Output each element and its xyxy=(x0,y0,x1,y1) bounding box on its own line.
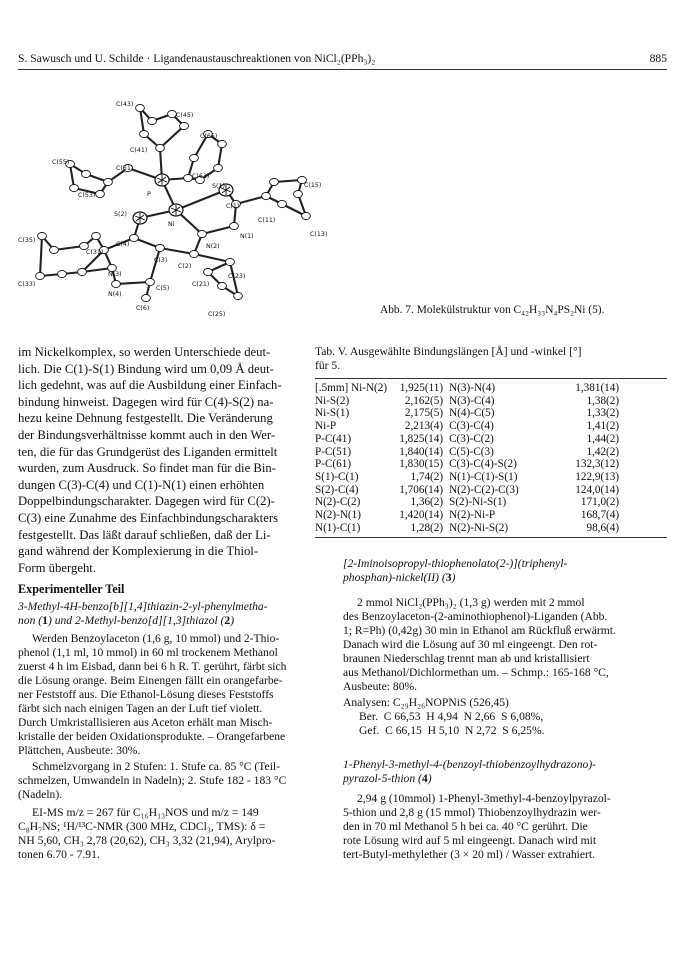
atom-label: C(6) xyxy=(136,305,150,312)
text-line: [2-Iminoisopropyl-thiophenolato(2-)](triphenyl- xyxy=(343,557,568,570)
atom-ellipsoid xyxy=(214,164,223,171)
bond-value-cell: 1,830(15) xyxy=(399,458,444,471)
table-row xyxy=(315,458,623,471)
text-line: (Nadeln). xyxy=(18,788,63,801)
bond-table xyxy=(315,382,623,534)
bond-line xyxy=(202,226,234,234)
bond-label-cell: N(1)-C(1) xyxy=(315,521,361,534)
bond-value-cell: 1,706(14) xyxy=(399,483,444,496)
atom-label: C(45) xyxy=(176,112,194,119)
bond-value-cell: 1,381(14) xyxy=(575,382,620,394)
text-line: tert-Butyl-methylether (3 × 20 ml) / Wasser extrahiert. xyxy=(343,848,596,861)
text-line: 2,94 g (10mmol) 1-Phenyl-3methyl-4-benzoylpyrazol- xyxy=(357,792,611,805)
bond-label-cell: N(2)-Ni-S(2) xyxy=(449,521,509,534)
bond-label-cell: N(2)-C(2)-C(3) xyxy=(449,483,519,496)
atom-label: P xyxy=(147,191,151,198)
atom-ellipsoid xyxy=(112,280,121,287)
text-line: pyrazol-5-thion (4) xyxy=(343,772,432,785)
atom-label: N(1) xyxy=(240,233,254,240)
table-bottom-rule xyxy=(315,537,667,538)
atom-ellipsoid xyxy=(36,272,45,279)
atom-ellipsoid xyxy=(148,117,157,124)
atom-ellipsoid xyxy=(198,230,207,237)
molecular-structure-figure xyxy=(12,86,357,331)
table-row xyxy=(315,484,623,497)
bond-label-cell: P-C(61) xyxy=(315,458,352,471)
table-row xyxy=(315,496,623,509)
bond-label-cell: N(2)-Ni-P xyxy=(449,509,496,522)
bond-line xyxy=(194,254,230,262)
text-line: Form übergeht. xyxy=(18,560,96,575)
bond-label-cell: N(4)-C(5) xyxy=(449,407,495,420)
atom-label: C(1) xyxy=(226,203,240,210)
bond-line xyxy=(116,282,150,284)
bond-value-cell: 1,925(11) xyxy=(399,382,444,394)
atom-ellipsoid xyxy=(142,294,151,301)
bond-value-cell: 122,9(13) xyxy=(575,470,620,483)
atom-ellipsoid xyxy=(278,200,287,207)
text-line: die Lösung orange. Beim Einengen fällt ein orangefarbe- xyxy=(18,674,283,687)
text-line: festgestellt. Das läßt darauf schließen, daß der Li- xyxy=(18,527,271,542)
atom-label: C(21) xyxy=(192,281,210,288)
section-title: Experimenteller Teil xyxy=(18,582,125,596)
bond-label-cell: C(3)-C(4) xyxy=(449,420,494,433)
table-row xyxy=(315,433,623,446)
melting-paragraph xyxy=(18,760,341,802)
atom-ellipsoid xyxy=(156,144,165,151)
atom-ellipsoid xyxy=(270,178,279,185)
atom-label: Ni xyxy=(168,221,175,228)
atom-label: S(1) xyxy=(212,183,225,190)
atom-ellipsoid xyxy=(140,130,149,137)
atom-ellipsoid xyxy=(218,140,227,147)
bond-label-cell: S(1)-C(1) xyxy=(315,470,359,483)
bond-line xyxy=(176,190,226,210)
text-line: C(3) eine Zunahme des Einfachbindungscharakters xyxy=(18,510,279,525)
running-title: S. Sawusch und U. Schilde · Ligandenaustauschreaktionen von NiCl₂(PPh₃)₂ xyxy=(18,52,376,65)
atom-label: S(2) xyxy=(114,211,127,218)
atom-label: N(2) xyxy=(206,243,220,250)
text-line: C₈H₇NS; ¹H/¹³C-NMR (300 MHz, CDCl₃, TMS): δ = xyxy=(18,820,266,833)
text-line: 5-thion und 2,8 g (15 mmol) Thiobenzoylhydrazin wer- xyxy=(343,806,601,819)
atom-label: N(4) xyxy=(108,291,122,298)
spectra-paragraph xyxy=(18,806,341,862)
text-line: kristalle der beiden Oxidationsprodukte. – Orangefarbene xyxy=(18,730,286,743)
atom-ellipsoid xyxy=(156,244,165,251)
atom-ellipsoid xyxy=(58,270,67,277)
text-line: Plättchen, Ausbeute: 30%. xyxy=(18,744,141,757)
atom-label: C(13) xyxy=(310,231,328,238)
bond-label-cell: Ni-S(1) xyxy=(315,407,350,420)
bond-label-cell: P-C(51) xyxy=(315,445,352,458)
text-line: Tab. V. Ausgewählte Bindungslängen [Å] und -winkel [°] xyxy=(315,345,582,358)
compound-3-paragraph xyxy=(343,596,667,694)
bond-value-cell: 1,840(14) xyxy=(399,445,444,458)
atom-ellipsoid xyxy=(190,250,199,257)
atom-label: N(3) xyxy=(108,271,122,278)
text-line: phenol (1,1 ml, 10 mmol) in 60 ml trockenem Methanol xyxy=(18,646,278,659)
text-line: für 5. xyxy=(315,359,341,372)
text-line: des Benzoylaceton-(2-aminothiophenol)-Liganden (Abb. xyxy=(343,610,608,623)
bond-line xyxy=(40,236,42,276)
table-row xyxy=(315,446,623,459)
bond-label-cell: C(3)-C(2) xyxy=(449,432,494,445)
figure-caption: Abb. 7. Molekülstruktur von C₄₂H₃₃N₄PS₂Ni (5). xyxy=(380,304,605,316)
header-rule xyxy=(18,69,667,70)
compound-4-paragraph xyxy=(343,792,667,862)
text-line: dungen C(3)-C(4) und C(1)-N(1) einen erhöhten xyxy=(18,477,265,492)
atom-ellipsoid xyxy=(78,268,87,275)
bond-value-cell: 1,74(2) xyxy=(410,470,444,483)
atom-ellipsoid xyxy=(50,246,59,253)
bond-label-cell: Ni-S(2) xyxy=(315,394,350,407)
bond-value-cell: 1,44(2) xyxy=(586,432,620,445)
bond-label-cell: N(3)-N(4) xyxy=(449,382,496,394)
table-row xyxy=(315,420,623,433)
text-line: lich gedehnt, was auf die Ausbildung einer Einfach- xyxy=(18,378,282,393)
atom-ellipsoid xyxy=(136,104,145,111)
atom-ellipsoid xyxy=(130,234,139,241)
bond-value-cell: 2,162(5) xyxy=(404,394,444,407)
table-row xyxy=(315,471,623,484)
text-line: zuerst 4 h im Eisbad, dann bei 6 h R. T. gerührt, färbt sich xyxy=(18,660,287,673)
atom-label: C(51) xyxy=(116,165,134,172)
text-line: Danach wird die Lösung auf 30 ml eingeengt. Den rot- xyxy=(343,638,598,651)
atom-label: C(15) xyxy=(304,182,322,189)
atom-ellipsoid xyxy=(92,232,101,239)
bond-value-cell: 1,42(2) xyxy=(586,445,620,458)
text-line: wurden, zum Ausdruck. So findet man für die Bin- xyxy=(18,461,276,476)
bond-line xyxy=(160,126,184,148)
table-top-rule xyxy=(315,378,667,379)
atom-ellipsoid xyxy=(234,292,243,299)
atom-label: C(65) xyxy=(200,133,218,140)
atom-ellipsoid xyxy=(226,258,235,265)
bond-label-cell: Ni-P xyxy=(315,420,337,433)
bond-label-cell: N(2)-N(1) xyxy=(315,509,361,522)
atom-label: C(4) xyxy=(116,241,130,248)
atom-ellipsoid xyxy=(104,178,113,185)
atom-ellipsoid xyxy=(96,190,105,197)
bond-value-cell: 132,3(12) xyxy=(575,458,620,471)
intro-paragraph xyxy=(18,344,341,576)
bond-label-cell: C(3)-C(4)-S(2) xyxy=(449,458,517,471)
atom-ellipsoid xyxy=(70,184,79,191)
analysis-found: Gef. C 66,15 H 5,10 N 2,72 S 6,25%. xyxy=(359,724,545,737)
bond-label-cell: P-C(41) xyxy=(315,432,352,445)
text-line: rote Lösung wird auf 5 ml eingeengt. Danach wird mit xyxy=(343,834,597,847)
analysis-calculated: Ber. C 66,53 H 4,94 N 2,66 S 6,08%, xyxy=(359,710,544,723)
text-line: 3-Methyl-4H-benzo[b][1,4]thiazin-2-yl-phenylmetha- xyxy=(18,600,268,613)
bond-label-cell: N(2)-C(2) xyxy=(315,496,361,509)
ortep-drawing xyxy=(12,86,357,331)
synthesis-paragraph xyxy=(18,632,341,758)
table-row xyxy=(315,382,623,395)
atom-label: C(3) xyxy=(154,257,168,264)
bond-label-cell: N(1)-C(1)-S(1) xyxy=(449,470,518,483)
compound-3-title xyxy=(343,557,667,585)
text-line: braunen Niederschlag trennt man ab und kristallisiert xyxy=(343,652,590,665)
text-line: bindung hinweist. Dagegen wird für C(4)-S(2) na- xyxy=(18,394,274,409)
running-header xyxy=(18,52,667,66)
text-line: Durch Umkristallisieren aus Aceton erhält man Misch- xyxy=(18,716,273,729)
table-row xyxy=(315,509,623,522)
bond-line xyxy=(150,248,160,282)
atom-label: C(33) xyxy=(18,281,36,288)
bond-value-cell: 2,175(5) xyxy=(404,407,444,420)
atom-ellipsoid xyxy=(180,122,189,129)
text-line: hezu keine Dehnung festgestellt. Die Veränderung xyxy=(18,411,273,426)
bond-value-cell: 168,7(4) xyxy=(580,509,620,522)
bond-value-cell: 1,825(14) xyxy=(399,432,444,445)
bond-value-cell: 124,0(14) xyxy=(575,483,620,496)
table-row xyxy=(315,395,623,408)
text-line: tonen 6.70 - 7.91. xyxy=(18,848,100,861)
text-line: Ausbeute: 80%. xyxy=(343,680,418,693)
atom-label: C(63) xyxy=(192,173,210,180)
atom-ellipsoid xyxy=(204,268,213,275)
text-line: EI-MS m/z = 267 für C₁₆H₁₃NOS und m/z = 149 xyxy=(32,806,259,819)
atom-label: C(43) xyxy=(116,101,134,108)
text-line: 1; R=Ph) (0,42g) 30 min in Ethanol am Rückfluß erwärmt. xyxy=(343,624,616,637)
compound-1-2-title xyxy=(18,600,341,628)
text-line: der Bindungsverhältnisse kommt auch in den Wer- xyxy=(18,427,276,442)
bond-value-cell: 1,38(2) xyxy=(586,394,620,407)
bond-value-cell: 1,36(2) xyxy=(410,496,444,509)
text-line: aus Methanol/Dichlormethan um. – Schmp.: 165-168 °C, xyxy=(343,666,609,679)
table-title xyxy=(315,345,670,373)
bond-line xyxy=(160,248,194,254)
atom-ellipsoid xyxy=(294,190,303,197)
text-line: phosphan)-nickel(II) (3) xyxy=(343,571,456,584)
atom-label: C(11) xyxy=(258,217,276,224)
bond-value-cell: 171,0(2) xyxy=(580,496,620,509)
atom-ellipsoid xyxy=(302,212,311,219)
bond-value-cell: 1,33(2) xyxy=(586,407,620,420)
bond-value-cell: 2,213(4) xyxy=(404,420,444,433)
bond-value-cell: 1,41(2) xyxy=(586,420,620,433)
text-line: Schmelzvorgang in 2 Stufen: 1. Stufe ca. 85 °C (Teil- xyxy=(32,760,280,773)
analysis-formula: Analysen: C₂₉H₂₆NOPNiS (526,45) xyxy=(343,696,509,709)
bond-label-cell: S(2)-Ni-S(1) xyxy=(449,496,507,509)
text-line: ner Feststoff aus. Die Ethanol-Lösung dieses Feststoffs xyxy=(18,688,274,701)
bond-label-cell: S(2)-C(4) xyxy=(315,483,359,496)
compound-4-title xyxy=(343,758,667,786)
text-line: im Nickelkomplex, so werden Unterschiede deut- xyxy=(18,345,271,359)
text-line: den in 70 ml Methanol 5 h bei ca. 40 °C gerührt. Die xyxy=(343,820,588,833)
atom-label: C(55) xyxy=(52,159,70,166)
text-line: lich. Die C(1)-S(1) Bindung wird um 0,09 Å deut- xyxy=(18,361,274,376)
bond-label-cell: [.5mm] Ni-N(2) xyxy=(315,382,388,394)
bond-value-cell: 1,420(14) xyxy=(399,509,444,522)
atom-label: C(5) xyxy=(156,285,170,292)
atom-label: C(41) xyxy=(130,147,148,154)
bond-label-cell: C(5)-C(3) xyxy=(449,445,494,458)
text-line: färbt sich nach einigen Tagen an der Luft tief violett. xyxy=(18,702,263,715)
atom-label: C(23) xyxy=(228,273,246,280)
bond-value-cell: 98,6(4) xyxy=(586,521,620,534)
page-number: 885 xyxy=(649,52,667,65)
text-line: Doppelbindungscharakter. Dagegen wird für C(2)- xyxy=(18,494,275,509)
atom-ellipsoid xyxy=(230,222,239,229)
bond-value-cell: 1,28(2) xyxy=(410,521,444,534)
atom-label: C(35) xyxy=(18,237,36,244)
text-line: 1-Phenyl-3-methyl-4-(benzoyl-thiobenzoylhydrazono)- xyxy=(343,758,597,771)
atom-label: C(25) xyxy=(208,311,226,318)
atom-ellipsoid xyxy=(146,278,155,285)
atom-ellipsoid xyxy=(190,154,199,161)
atom-ellipsoid xyxy=(38,232,47,239)
atom-ellipsoid xyxy=(262,192,271,199)
atom-label: C(53) xyxy=(78,192,96,199)
table-row xyxy=(315,407,623,420)
table-row xyxy=(315,522,623,535)
atom-label: C(2) xyxy=(178,263,192,270)
atom-ellipsoid xyxy=(218,282,227,289)
atom-label: C(31) xyxy=(86,249,104,256)
text-line: gand während der Komplexierung in die Thiol- xyxy=(18,544,259,559)
text-line: 2 mmol NiCl₂(PPh₃)₂ (1,3 g) werden mit 2 mmol xyxy=(357,596,585,609)
elemental-analysis xyxy=(343,696,667,738)
text-line: non (1) und 2-Methyl-benzo[d][1,3]thiazol (2) xyxy=(18,614,235,627)
text-line: ten, die für das Grundgerüst des Liganden ermittelt xyxy=(18,444,278,459)
text-line: schmelzen, Umwandeln in Nadeln); 2. Stufe 182 - 183 °C xyxy=(18,774,287,787)
text-line: Werden Benzoylaceton (1,6 g, 10 mmol) und 2-Thio- xyxy=(32,632,280,645)
bond-label-cell: N(3)-C(4) xyxy=(449,394,495,407)
text-line: NH 5,60, CH₃ 2,78 (20,62), CH₃ 3,32 (21,94), Arylpro- xyxy=(18,834,276,847)
atom-ellipsoid xyxy=(82,170,91,177)
